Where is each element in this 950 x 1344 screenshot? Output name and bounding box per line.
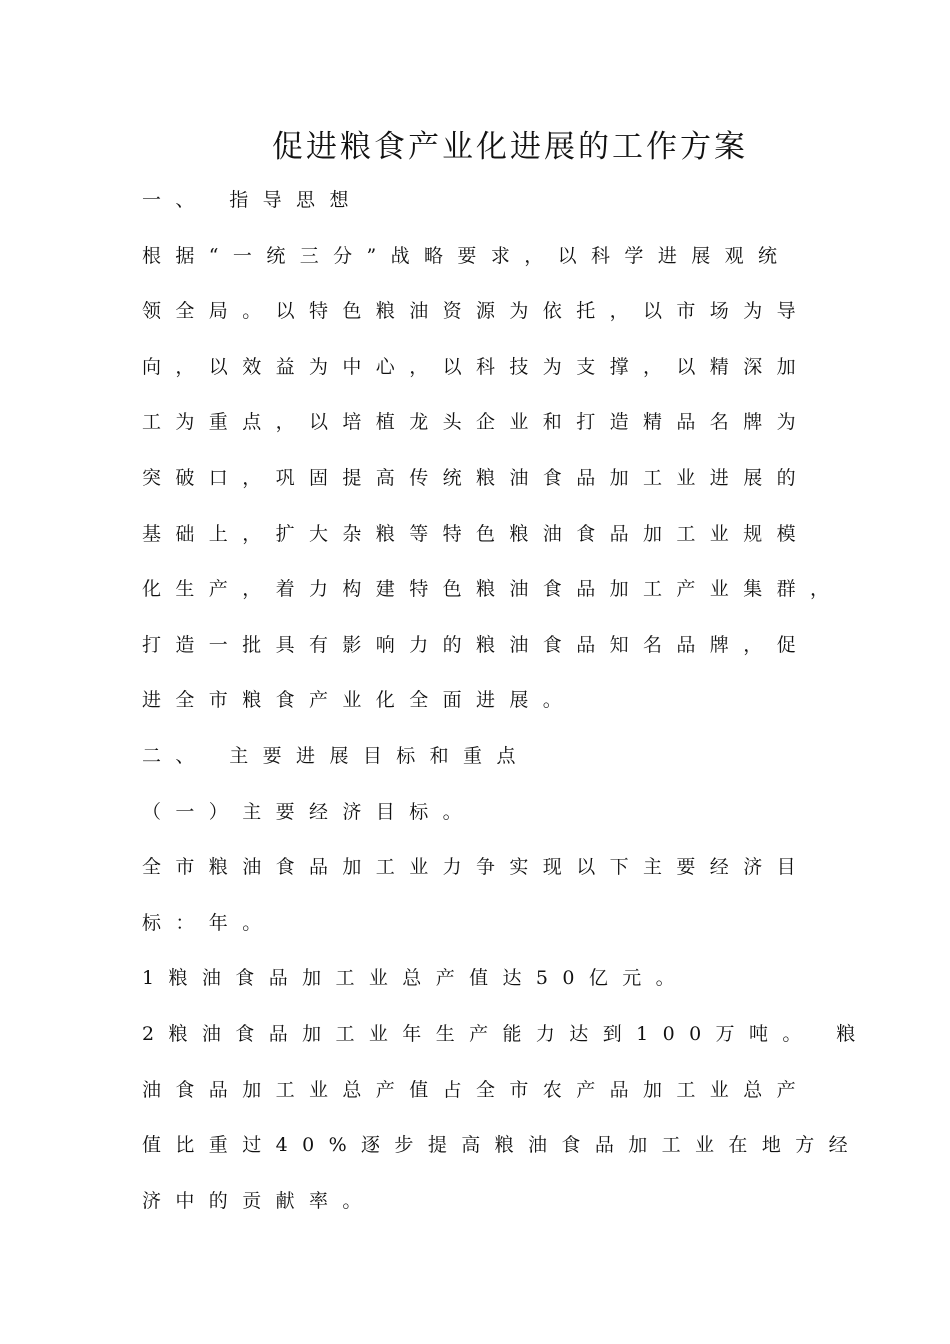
section-heading-1: 一、 指导思想 xyxy=(142,189,363,211)
paragraph-line: 济中的贡献率。 xyxy=(142,1190,376,1212)
paragraph-line: 根据“一统三分”战略要求，以科学进展观统 xyxy=(142,245,792,267)
paragraph-line: 向，以效益为中心，以科技为支撑，以精深加 xyxy=(142,356,811,378)
paragraph-line: 标：年。 xyxy=(142,912,276,934)
paragraph-line: 工为重点，以培植龙头企业和打造精品名牌为 xyxy=(142,411,811,433)
paragraph-line: 突破口，巩固提高传统粮油食品加工业进展的 xyxy=(142,467,811,489)
paragraph-line: 打造一批具有影响力的粮油食品知名品牌，促 xyxy=(142,634,811,656)
paragraph-line: 值比重过40%逐步提高粮油食品加工业在地方经 xyxy=(142,1134,863,1156)
paragraph-line: 油食品加工业总产值占全市农产品加工业总产 xyxy=(142,1079,811,1101)
list-item: 1粮油食品加工业总产值达50亿元。 xyxy=(142,967,690,989)
paragraph-line: 化生产，着力构建特色粮油食品加工产业集群， xyxy=(142,578,844,600)
subsection-heading: （一）主要经济目标。 xyxy=(142,801,477,823)
section-heading-2: 二、 主要进展目标和重点 xyxy=(142,745,530,767)
list-item: 2粮油食品加工业年生产能力达到100万吨。 粮 xyxy=(142,1023,870,1045)
paragraph-line: 全市粮油食品加工业力争实现以下主要经济目 xyxy=(142,856,811,878)
paragraph-line: 进全市粮食产业化全面进展。 xyxy=(142,689,577,711)
paragraph-line: 领全局。以特色粮油资源为依托，以市场为导 xyxy=(142,300,811,322)
paragraph-line: 基础上，扩大杂粮等特色粮油食品加工业规模 xyxy=(142,523,811,545)
document-title: 促进粮食产业化进展的工作方案 xyxy=(272,129,748,165)
